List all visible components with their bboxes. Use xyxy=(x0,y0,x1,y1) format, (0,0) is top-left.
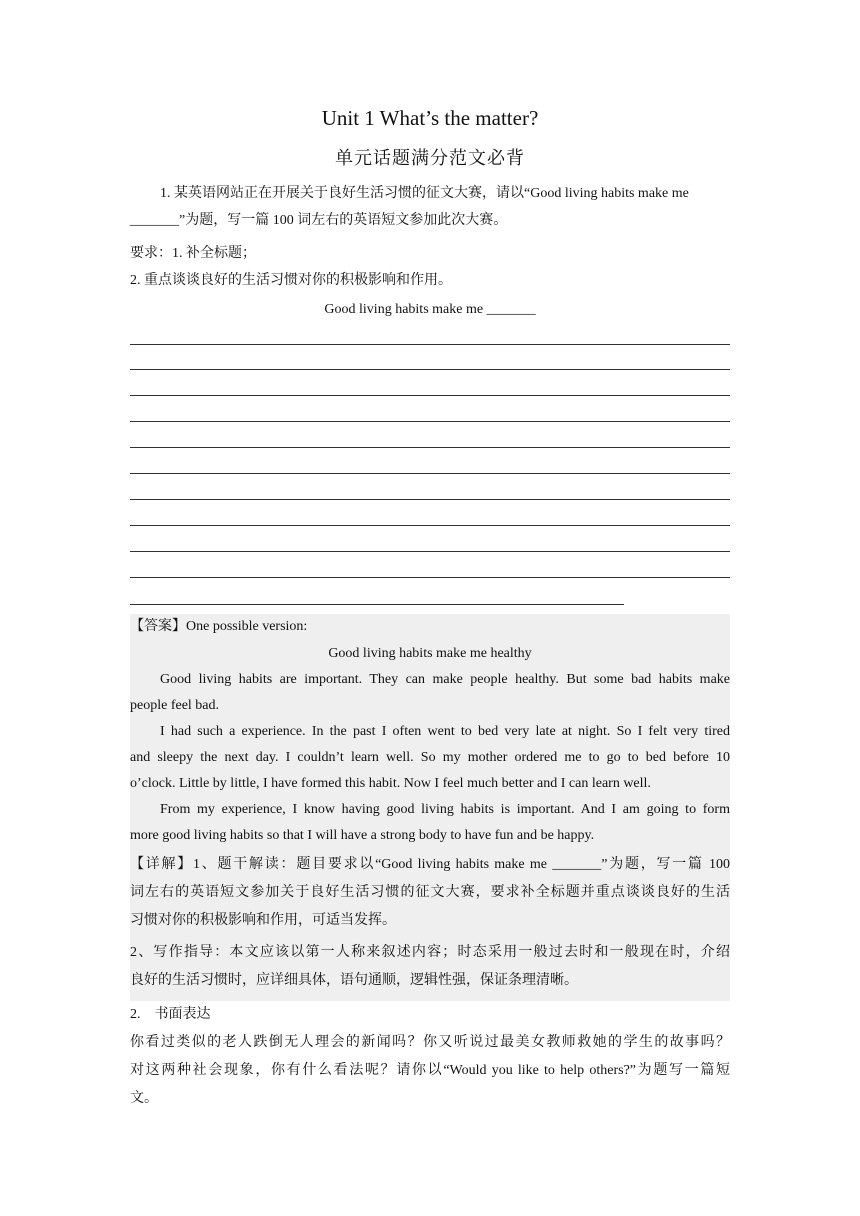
answer-essay-title: Good living habits make me healthy xyxy=(328,646,532,661)
explain-line: 【详解】1、题干解读：题目要求以“Good living habits make me _______”为题，写一篇 100 xyxy=(130,857,730,872)
writing-line xyxy=(130,344,730,345)
writing-line xyxy=(130,473,730,474)
answer-line: and sleepy the next day. I couldn’t learn well. So my mother ordered me to go to bed before 10 xyxy=(130,750,730,765)
writing-line xyxy=(130,369,730,370)
answer-line: Good living habits are important. They can make people healthy. But some bad habits make xyxy=(160,672,730,687)
answer-line: I had such a experience. In the past I often went to bed very late at night. So I felt very tired xyxy=(160,724,730,739)
writing-line xyxy=(130,395,730,396)
writing-line xyxy=(130,604,624,605)
q2-line: 你看过类似的老人跌倒无人理会的新闻吗？你又听说过最美女教师救她的学生的故事吗？ xyxy=(130,1035,730,1050)
writing-line xyxy=(130,499,730,500)
q1-requirement-2: 2. 重点谈谈良好的生活习惯对你的积极影响和作用。 xyxy=(130,273,452,288)
answer-line: From my experience, I know having good living habits is important. And I am going to form xyxy=(160,802,730,817)
q1-prompt-line-2: _______”为题，写一篇 100 词左右的英语短文参加此次大赛。 xyxy=(130,213,508,228)
writing-line xyxy=(130,577,730,578)
explain-line: 2、写作指导：本文应该以第一人称来叙述内容；时态采用一般过去时和一般现在时，介绍 xyxy=(130,945,730,960)
writing-line xyxy=(130,421,730,422)
writing-line xyxy=(130,525,730,526)
writing-line xyxy=(130,447,730,448)
q1-blank-title: Good living habits make me _______ xyxy=(324,302,536,317)
q1-requirement-1: 要求：1. 补全标题； xyxy=(130,246,256,261)
answer-line: people feel bad. xyxy=(130,698,220,713)
q2-line: 文。 xyxy=(130,1091,158,1106)
explain-line: 习惯对你的积极影响和作用，可适当发挥。 xyxy=(130,913,396,928)
writing-line xyxy=(130,551,730,552)
page-title: Unit 1 What’s the matter? xyxy=(321,106,539,130)
answer-label: 【答案】One possible version: xyxy=(130,619,308,634)
answer-line: more good living habits so that I will have a strong body to have fun and be happy. xyxy=(130,828,595,843)
q2-heading: 2. 书面表达 xyxy=(130,1007,211,1022)
q2-line: 对这两种社会现象，你有什么看法呢？请你以“Would you like to help others?”为题写一篇短 xyxy=(130,1063,730,1078)
explain-line: 良好的生活习惯时，应详细具体，语句通顺，逻辑性强，保证条理清晰。 xyxy=(130,973,578,988)
q1-prompt-line-1: 1. 某英语网站正在开展关于良好生活习惯的征文大赛，请以“Good living habits make me xyxy=(160,186,689,201)
answer-line: o’clock. Little by little, I have formed this habit. Now I feel much better and I can learn well. xyxy=(130,776,651,791)
explain-line: 词左右的英语短文参加关于良好生活习惯的征文大赛，要求补全标题并重点谈谈良好的生活 xyxy=(130,885,730,900)
page-subtitle: 单元话题满分范文必背 xyxy=(335,148,525,168)
